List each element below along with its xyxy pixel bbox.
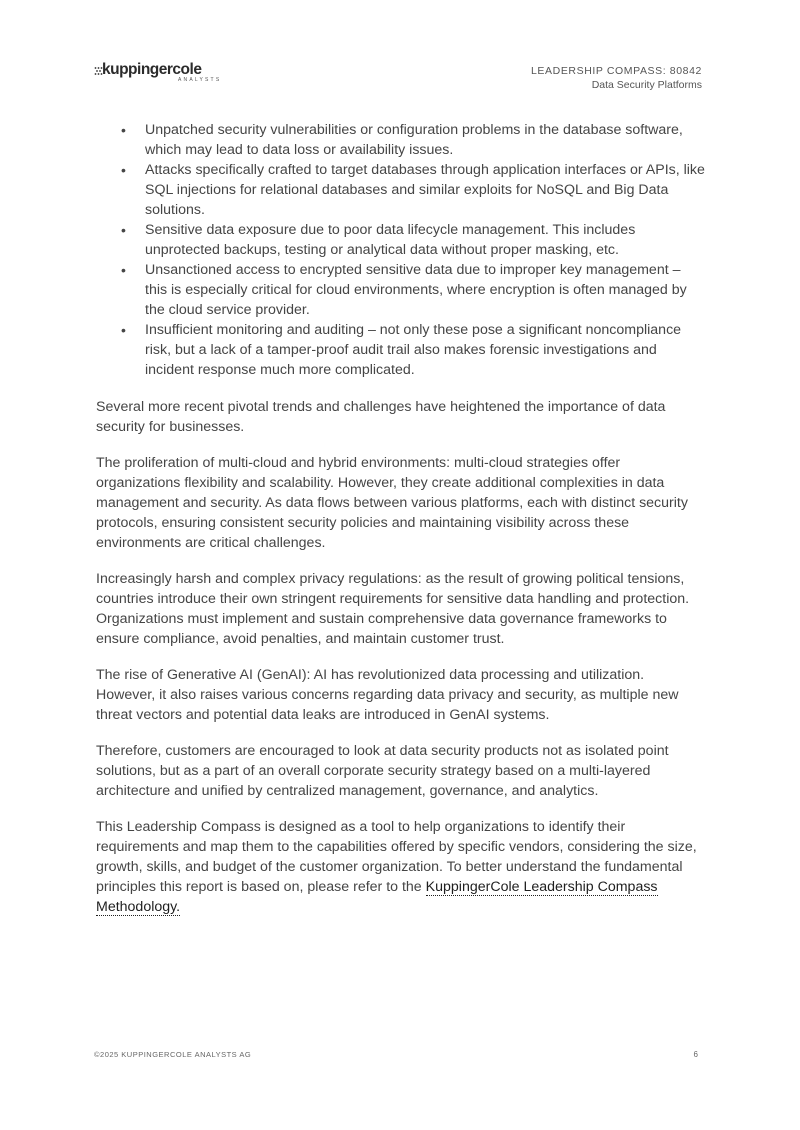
body-paragraph: Increasingly harsh and complex privacy regulations: as the result of growing political tensions, countries introduce their own stringent requirements for sensitive data handling and protection. Organizations must implement and sustain comprehensive data governance frameworks to ensure compliance, avoid penalties, and maintain customer trust. <box>96 571 690 647</box>
logo-subtitle: ANALYSTS <box>178 77 222 83</box>
document-topic: Data Security Platforms <box>591 79 702 91</box>
bullet-dot-icon: • <box>121 222 126 238</box>
bullet-item <box>96 220 706 260</box>
page-number: 6 <box>693 1050 698 1059</box>
bullet-text: Insufficient monitoring and auditing – not only these pose a significant noncompliance risk, but a lack of a tamper-proof audit trail also makes forensic investigations and incident response much more complicated. <box>145 322 682 378</box>
bullet-dot-icon: • <box>121 262 126 278</box>
body-paragraph: The rise of Generative AI (GenAI): AI has revolutionized data processing and utilization. However, it also raises various concerns regarding data privacy and security, as multiple new threat vectors and potential data leaks are introduced in GenAI systems. <box>96 667 679 723</box>
bullet-text: Unsanctioned access to encrypted sensitive data due to improper key management – this is especially critical for cloud environments, where encryption is often managed by the cloud service provider. <box>145 262 687 318</box>
bullet-item <box>96 320 706 380</box>
body-paragraph: Several more recent pivotal trends and challenges have heightened the importance of data security for businesses. <box>96 399 666 435</box>
document-type: LEADERSHIP COMPASS: 80842 <box>530 65 702 77</box>
risk-bullet-list <box>96 120 706 380</box>
closing-paragraph <box>96 817 706 917</box>
body-paragraph: Therefore, customers are encouraged to look at data security products not as isolated point solutions, but as a part of an overall corporate security strategy based on a multi-layered architecture and unified by centralized management, governance, and analytics. <box>96 743 669 799</box>
closing-paragraph-text: This Leadership Compass is designed as a tool to help organizations to identify their requirements and map them to the capabilities offered by specific vendors, considering the size, growth, skills, and budget of the customer organization. To better understand the fundamental principles this report is based on, please refer to the <box>96 819 697 895</box>
bullet-item <box>96 120 706 160</box>
bullet-text: Unpatched security vulnerabilities or configuration problems in the database software, which may lead to data loss or availability issues. <box>145 122 683 158</box>
footer-copyright: ©2025 KUPPINGERCOLE ANALYSTS AG <box>94 1050 252 1059</box>
kuppingercole-logo <box>94 62 226 84</box>
body-paragraph: The proliferation of multi-cloud and hybrid environments: multi-cloud strategies offer organizations flexibility and scalability. However, they create additional complexities in data management and security. As data flows between various platforms, each with distinct security protocols, ensuring consistent security policies and maintaining visibility across these environments are critical challenges. <box>96 455 688 551</box>
logo-wordmark: kuppingercole <box>102 61 202 78</box>
bullet-text: Attacks specifically crafted to target databases through application interfaces or APIs, like SQL injections for relational databases and similar exploits for NoSQL and Big Data solutions. <box>145 162 705 218</box>
methodology-link[interactable]: KuppingerCole Leadership Compass Methodology. <box>96 879 658 915</box>
bullet-dot-icon: • <box>121 162 126 178</box>
bullet-item <box>96 160 706 220</box>
bullet-dot-icon: • <box>121 122 126 138</box>
bullet-text: Sensitive data exposure due to poor data lifecycle management. This includes unprotected backups, testing or analytical data without proper masking, etc. <box>145 222 636 258</box>
main-content <box>96 120 706 917</box>
bullet-item <box>96 260 706 320</box>
bullet-dot-icon: • <box>121 322 126 338</box>
running-header <box>531 64 702 92</box>
